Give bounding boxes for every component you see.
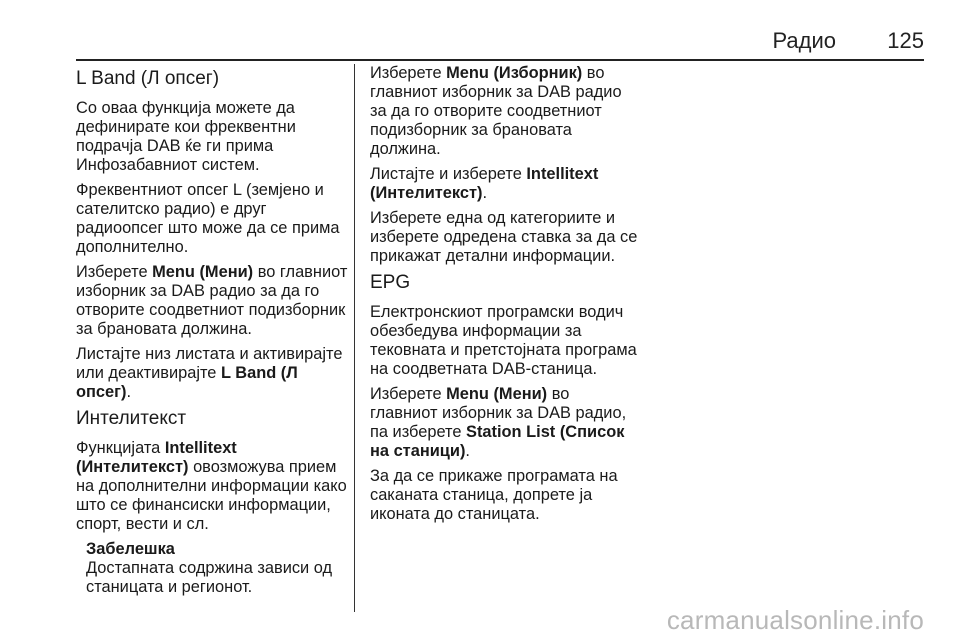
section-heading-epg: EPG: [370, 272, 411, 293]
section-heading-l-band: L Band (Л опсег): [76, 68, 220, 89]
page-number: 125: [887, 28, 924, 53]
header-rule: [76, 59, 924, 61]
paragraph: Изберете една од категориите и изберете одредена ставка за да се прикажат детални информации.: [370, 209, 638, 265]
text: .: [126, 383, 131, 401]
header-title: Радио: [772, 28, 836, 53]
menu-term: Station List (Список на станици): [370, 423, 625, 460]
paragraph: Фреквентниот опсег L (земјено и сателитско радио) е друг радиоопсег што може да се прима дополнително.: [76, 181, 340, 256]
menu-term: Menu (Изборник): [446, 64, 583, 82]
text: во главниот изборник за DAB радио за да го отворите соодветниот подизборник за брановата должина.: [76, 263, 348, 338]
text: Изберете: [370, 64, 447, 82]
paragraph: [76, 439, 348, 534]
note-text: Достапната содржина зависи од станицата и регионот.: [86, 559, 333, 596]
text: .: [482, 184, 488, 202]
column-divider: [354, 64, 355, 612]
paragraph: [76, 263, 348, 339]
text: Изберете: [76, 263, 153, 281]
paragraph: Со оваа функција можете да дефинирате кои фреквентни подрачја DAB ќе ги прима Инфозабавниот систем.: [76, 99, 296, 174]
page-header: [76, 0, 924, 60]
menu-term: Menu (Мени): [152, 263, 254, 281]
menu-term: Intellitext (Интелитекст): [370, 165, 599, 202]
note-title: Забелешка: [86, 540, 175, 558]
text: Изберете: [370, 385, 447, 403]
menu-term: Menu (Мени): [446, 385, 548, 403]
note-box: [86, 540, 348, 597]
left-column: [76, 64, 348, 597]
menu-term: Intellitext (Интелитекст): [76, 439, 237, 476]
paragraph: Електронскиот програмски водич обезбедува информации за тековната и претстојната програма на соодветната DAB-станица.: [370, 303, 637, 378]
text: овозможува прием на дополнителни информации како што се финансиски информации, спорт, вести и сл.: [76, 458, 347, 533]
section-heading-intellitext: Интелитекст: [76, 408, 187, 429]
paragraph: [76, 345, 348, 402]
text: .: [465, 442, 470, 460]
paragraph: [370, 165, 640, 203]
menu-term: L Band (Л опсег): [76, 364, 298, 401]
paragraph: За да се прикаже програмата на саканата станица, допрете ја иконата до станицата.: [370, 467, 618, 523]
watermark: carmanualsonline.info: [666, 605, 924, 635]
text: Листајте и изберете: [370, 165, 527, 183]
paragraph: [370, 64, 640, 159]
paragraph: [370, 385, 640, 461]
text: Листајте низ листата и активирајте или деактивирајте: [76, 345, 343, 382]
text: во главниот изборник за DAB радио, па изберете: [370, 385, 627, 441]
text: во главниот изборник за DAB радио за да го отворите соодветниот подизборник за брановата должина.: [370, 64, 622, 158]
right-column: [370, 64, 640, 530]
text: Функцијата: [76, 439, 165, 457]
